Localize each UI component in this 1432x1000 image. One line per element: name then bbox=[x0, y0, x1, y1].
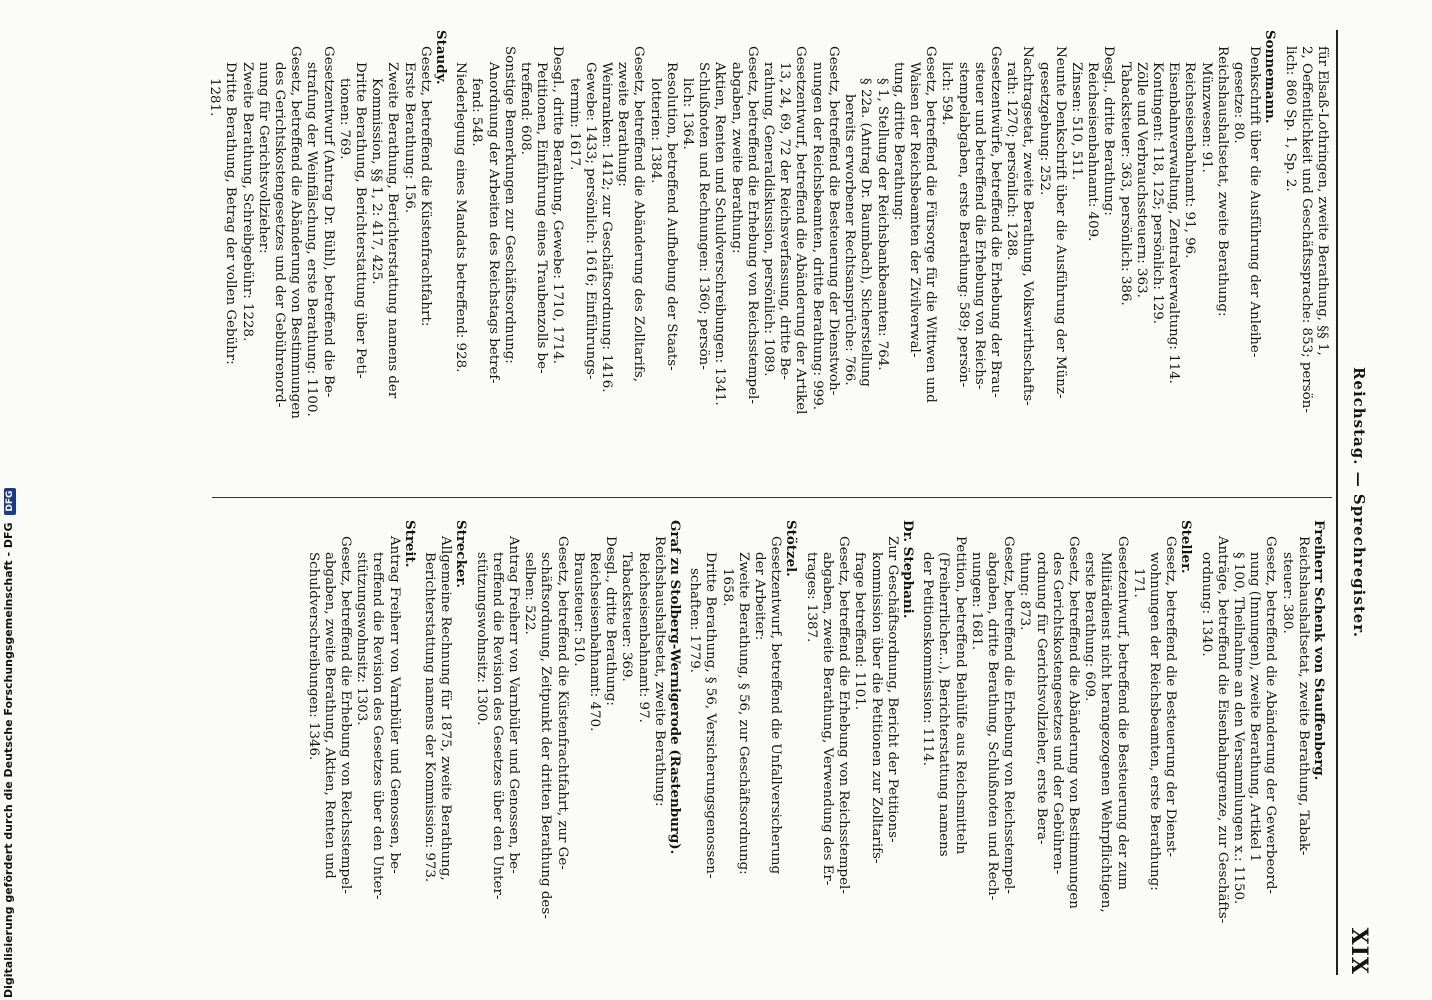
entry-line: Anordnung der Arbeiten des Reichstags betref- bbox=[485, 62, 501, 384]
entry-line: § 100, Theilnahme an den Versammlungen x.: 1150. bbox=[1230, 552, 1246, 905]
speaker-name: Strecker. bbox=[453, 520, 470, 588]
entry-line: Aktien, Renten und Schuldverschreibungen: 1341. bbox=[712, 62, 728, 406]
entry-line: Gesetz, betreffend die Küstenfrachtfahrt, zur Ge- bbox=[554, 536, 570, 870]
entry-line: lotterien: 1384. bbox=[647, 78, 663, 184]
entry-line: zweite Berathung: bbox=[615, 62, 631, 187]
entry-line: Gesetz, betreffend die Küstenfrachtfahrt: bbox=[417, 46, 433, 327]
entry-line: Berichterstattung namens der Kommission: 973. bbox=[422, 552, 438, 883]
entry-line: 2, Oeffentlichkeit und Geschäftssprache: 853; persön- bbox=[1298, 46, 1314, 413]
entry-line: termin: 1617. bbox=[566, 78, 582, 171]
register-entry bbox=[472, 520, 683, 965]
entry-line: stützungswohnsitz: 1303. bbox=[354, 552, 370, 726]
speaker-name: Stötzel. bbox=[783, 520, 800, 577]
entry-line: Waisen der Reichsbeamten der Zivilverwal- bbox=[906, 62, 922, 358]
entry-line: Dritte Berathung, § 56, Versicherungsgenossen- bbox=[703, 552, 719, 879]
entry-line: stempelabgaben, erste Berathung: 589; persön- bbox=[955, 62, 971, 388]
entry-line: Desgl., dritte Berathung: bbox=[1101, 46, 1117, 216]
entry-line: treffend: 608. bbox=[518, 62, 534, 155]
entry-line: Gesetz, betreffend die Besteuerung der Dienst- bbox=[1163, 536, 1179, 857]
entry-line: treffend die Revision des Gesetzes über den Unter- bbox=[370, 552, 386, 900]
entry-line: der Arbeiter: bbox=[752, 552, 768, 641]
entry-line: Nachtragsetat, zweite Berathung, Volkswirthschafts- bbox=[1020, 46, 1036, 406]
entry-line: lich: 594. bbox=[939, 62, 955, 126]
register-entry bbox=[206, 30, 449, 475]
entry-line: 1281. bbox=[207, 78, 223, 117]
entry-line: tionen: 769. bbox=[336, 78, 352, 160]
entry-line: steuer: 380. bbox=[1279, 552, 1295, 634]
entry-line: tung, dritte Berathung: bbox=[890, 62, 906, 221]
entry-line: Gesetz, betreffend die Erhebung von Reichsstempel- bbox=[744, 46, 760, 404]
entry-line: Gesetz, betreffend die Abänderung des Zolltarifs, bbox=[631, 46, 647, 383]
entry-line: Petitionen, Einführung eines Traubenzolls be- bbox=[534, 62, 550, 374]
entry-line: fend: 548. bbox=[469, 78, 485, 147]
entry-line: Gesetz, betreffend die Erhebung von Reichsstempel- bbox=[836, 536, 852, 894]
speaker-name: Staudy. bbox=[433, 30, 450, 85]
entry-line: bereits erworbener Rechtsansprüche: 766. bbox=[842, 94, 858, 386]
entry-line: Gesetzentwurf, betreffend die Besteuerung der zum bbox=[1114, 536, 1130, 890]
entry-line: Anträge, betreffend die Eisenbahngrenze, zur Geschäfts- bbox=[1214, 536, 1230, 924]
entry-line: Zweite Berathung, Berichterstattung namens der bbox=[385, 62, 401, 399]
register-entry bbox=[304, 520, 417, 965]
entry-line: Gesetzentwurf, betreffend die Unfallversicherung bbox=[768, 536, 784, 875]
entry-line: Niederlegung eines Mandats betreffend: 928. bbox=[453, 62, 469, 373]
left-column bbox=[203, 30, 1330, 475]
entry-line: Dritte Berathung, Berichterstattung über Peti- bbox=[353, 62, 369, 379]
entry-line: stützungswohnsitz: 1300. bbox=[473, 552, 489, 726]
footer bbox=[2, 0, 22, 998]
entry-line: frage betreffend: 1101. bbox=[852, 552, 868, 711]
entry-line: Schuldverschreibungen: 1346. bbox=[305, 552, 321, 761]
entry-line: Gesetzentwurf, betreffend die Abänderung der Artikel bbox=[793, 46, 809, 415]
entry-line: Gesetz, betreffend die Erhebung von Reichsstempel- bbox=[338, 536, 354, 894]
entry-line: Tabacksteuer: 363, persönlich: 386. bbox=[1117, 62, 1133, 306]
footer-credit: Digitalisierung gefördert durch die Deutsche Forschungsgemeinschaft - DFG bbox=[2, 522, 15, 998]
entry-line: Gesetz, betreffend die Besteuerung der Dienstwoh- bbox=[825, 46, 841, 396]
entry-line: Gesetz, betreffend die Abänderung von Bestimmungen bbox=[1065, 536, 1081, 909]
entry-line: lich: 860 Sp. 1, Sp. 2. bbox=[1282, 46, 1298, 192]
entry-line: 13, 24, 69, 72 der Reichsverfassung, dritte Be- bbox=[777, 62, 793, 380]
entry-line: Eisenbahnverwaltung, Zentralverwaltung: 114. bbox=[1166, 62, 1182, 384]
register-entry bbox=[803, 520, 916, 965]
register-entry bbox=[1281, 30, 1330, 475]
entry-line: Kommission, §§ 1, 2: 417, 425. bbox=[369, 78, 385, 285]
entry-line: Sonstige Bemerkungen zur Geschäftsordnung: bbox=[501, 46, 517, 364]
entry-line: selben: 522. bbox=[522, 552, 538, 635]
entry-line: Münzwesen: 91. bbox=[1198, 62, 1214, 173]
right-column bbox=[301, 520, 1330, 965]
entry-line: Reichshaushaltsetat, zweite Berathung: bbox=[651, 536, 667, 807]
entry-line: Allgemeine Rechnung für 1875, zweite Berathung, bbox=[438, 536, 454, 881]
entry-line: Gesetz, betreffend die Fürsorge für die Wittwen und bbox=[923, 46, 939, 403]
entry-line: ordnung: 1340. bbox=[1198, 552, 1214, 657]
register-entry bbox=[686, 520, 799, 965]
entry-line: gesetzgebung: 252. bbox=[1036, 62, 1052, 196]
entry-line: Schlußnoten und Rechnungen: 1360; persön- bbox=[696, 62, 712, 370]
entry-line: 1658. bbox=[719, 568, 735, 607]
entry-line: treffend die Revision des Gesetzes über den Unter- bbox=[489, 552, 505, 900]
entry-line: Brausteuer: 510. bbox=[570, 552, 586, 667]
entry-line: lich: 1364. bbox=[680, 78, 696, 150]
entry-line: Desgl., dritte Berathung: bbox=[603, 536, 619, 706]
entry-line: abgaben, dritte Berathung, Schlußnoten und Rech- bbox=[984, 552, 1000, 901]
entry-line: Resolution, betreffend Aufhebung der Staats- bbox=[663, 62, 679, 371]
entry-line: kommission über die Petitionen zur Zolltarifs- bbox=[868, 552, 884, 864]
speaker-name: Streit. bbox=[401, 520, 418, 568]
entry-line: Zweite Berathung, Schreibgebühr: 1228. bbox=[239, 62, 255, 342]
entry-line: Gesetz, betreffend die Abänderung der Gewerbeord- bbox=[1263, 536, 1279, 894]
entry-line: rath: 1270; persönlich: 1288. bbox=[1004, 62, 1020, 261]
entry-line: Erste Berathung: 156. bbox=[401, 62, 417, 214]
dfg-logo: DFG bbox=[4, 488, 16, 515]
entry-line: Reichseisenbahnamt: 470. bbox=[587, 552, 603, 732]
entry-line: Gesetz, betreffend die Abänderung von Bestimmungen bbox=[288, 46, 304, 419]
entry-line: Petition, betreffend Beihülfe aus Reichsmitteln bbox=[952, 536, 968, 855]
entry-line: Gesetzentwürfe, betreffend die Erhebung der Brau- bbox=[987, 46, 1003, 398]
speaker-name: Steller. bbox=[1178, 520, 1195, 574]
entry-line: Dritte Berathung, Betrag der vollen Gebühr: bbox=[223, 62, 239, 365]
entry-line: nung (Innungen), zweite Berathung, Artikel 1 bbox=[1247, 552, 1263, 863]
entry-line: Reichshaushaltsetat, zweite Berathung: bbox=[1214, 46, 1230, 317]
entry-line: nungen: 1681. bbox=[968, 552, 984, 651]
entry-line: Gesetzentwurf (Antrag Dr. Bühl), betreffend die Be- bbox=[320, 46, 336, 398]
entry-line: Militärdienst nicht herangezogenen Wehrpflichtigen, bbox=[1098, 552, 1114, 913]
register-entry bbox=[452, 30, 1278, 475]
entry-line: Kontingent: 118, 125; persönlich: 129. bbox=[1149, 62, 1165, 325]
entry-line: abgaben, zweite Berathung, Verwendung des Er- bbox=[819, 552, 835, 886]
entry-line: nungen der Reichsbeamten, dritte Berathung: 999. bbox=[809, 62, 825, 411]
entry-line: Zweite Berathung, § 56, zur Geschäftsordnung: bbox=[735, 552, 751, 875]
entry-line: strafung der Weinfälschung, erste Berathung: 1100. bbox=[304, 62, 320, 417]
speaker-name: Sonnemann. bbox=[1262, 30, 1279, 124]
entry-line: Reichshaushaltsetat, zweite Berathung, Tabak- bbox=[1295, 536, 1311, 856]
column-divider bbox=[212, 497, 1332, 498]
page-number: XIX bbox=[1346, 927, 1372, 975]
entry-line: Desgl., dritte Berathung, Gewebe: 1710, 1714. bbox=[550, 46, 566, 365]
entry-line: 171. bbox=[1130, 568, 1146, 598]
entry-line: schäftsordnung, Zeitpunkt der dritten Berathung des- bbox=[538, 552, 554, 919]
entry-line: abgaben, zweite Berathung: bbox=[728, 62, 744, 254]
entry-line: nung für Gerichtsvollzieher: bbox=[255, 62, 271, 254]
register-entry bbox=[421, 520, 470, 965]
entry-line: Reichseisenbahnamt: 409. bbox=[1085, 62, 1101, 242]
entry-line: wohnungen der Reichsbeamten, erste Berathung: bbox=[1146, 552, 1162, 891]
register-entry bbox=[1197, 520, 1327, 965]
page-header bbox=[1340, 30, 1372, 975]
entry-line: Zur Geschäftsordnung, Bericht der Petitions- bbox=[884, 536, 900, 843]
entry-line: Zinsen: 510, 511. bbox=[1068, 62, 1084, 181]
entry-line: Tabacksteuer: 369. bbox=[619, 552, 635, 682]
speaker-name: Dr. Stephani. bbox=[899, 520, 916, 619]
entry-line: Gewebe: 1433; persönlich: 1616; Einführungs- bbox=[582, 62, 598, 380]
entry-line: trages: 1387. bbox=[803, 552, 819, 643]
entry-line: Gesetz, betreffend die Erhebung von Reichsstempel- bbox=[1001, 536, 1017, 894]
entry-line: Antrag Freiherr von Varnbüler und Genossen, be- bbox=[506, 536, 522, 874]
entry-line: thung: 873. bbox=[1017, 552, 1033, 631]
register-entry bbox=[919, 520, 1194, 965]
entry-line: abgaben, zweite Berathung, Aktien, Renten und bbox=[321, 552, 337, 879]
entry-line: Antrag Freiherr von Varnbüler und Genossen, be- bbox=[386, 536, 402, 874]
entry-line: (Freiherrlicher...), Berichterstattung namens bbox=[936, 552, 952, 857]
entry-line: der Petitionskommission: 1114. bbox=[920, 552, 936, 767]
running-title: Reichstag. — Sprechregister. bbox=[1350, 366, 1368, 639]
header-rule bbox=[1336, 30, 1338, 975]
entry-line: rathung, Generaldiskussion, persönlich: 1089. bbox=[761, 62, 777, 377]
entry-line: Neunte Denkschrift über die Ausführung der Münz- bbox=[1052, 46, 1068, 399]
entry-line: schaften: 1779. bbox=[687, 568, 703, 673]
entry-line: Zölle und Verbrauchssteuern: 363. bbox=[1133, 62, 1149, 298]
speaker-name: Graf zu Stolberg-Wernigerode (Rastenburg). bbox=[667, 520, 684, 855]
entry-line: § 22a. (Antrag Dr. Baumbach), Sicherstellung bbox=[858, 78, 874, 387]
entry-line: des Gerichtskostengesetzes und der Gebührenord- bbox=[272, 62, 287, 408]
entry-line: gesetze: 80. bbox=[1230, 62, 1246, 144]
entry-line: ordnung für Gerichtsvollzieher, erste Bera- bbox=[1033, 552, 1049, 845]
entry-line: Reichseisenbahnamt: 91, 96. bbox=[1182, 62, 1198, 259]
entry-line: des Gerichtskostengesetzes und der Gebühren- bbox=[1049, 552, 1065, 875]
entry-line: Weinranken: 1412; zur Geschäftsordnung: 1416. bbox=[599, 62, 615, 393]
speaker-name: Freiherr Schenk von Stauffenberg. bbox=[1311, 520, 1327, 781]
entry-line: für Elsaß-Lothringen, zweite Berathung, §§ 1, bbox=[1315, 46, 1330, 356]
entry-line: erste Berathung: 609. bbox=[1082, 552, 1098, 702]
entry-line: § 1, Stellung der Reichsbankbeamten: 764. bbox=[874, 78, 890, 371]
entry-line: steuer und betreffend die Erhebung von Reichs- bbox=[971, 62, 987, 390]
entry-line: Reichseisenbahnamt: 97. bbox=[635, 552, 651, 723]
entry-line: Denkschrift über die Ausführung der Anleihe- bbox=[1247, 46, 1263, 358]
